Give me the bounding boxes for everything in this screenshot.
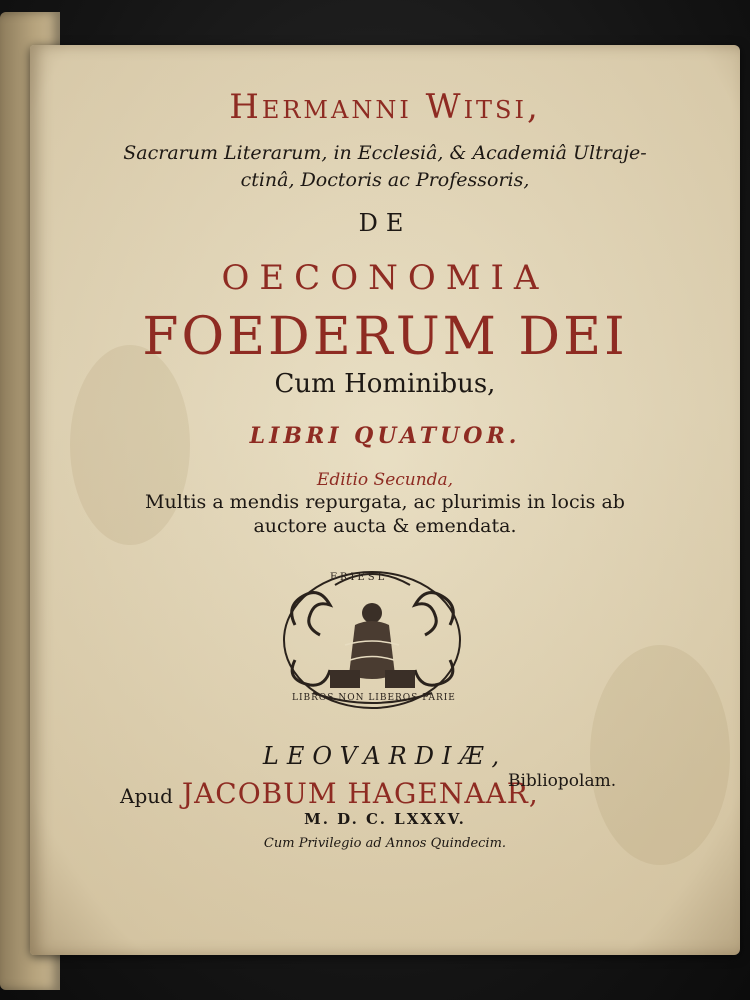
imprint-privilege: Cum Privilegio ad Annos Quindecim.	[263, 836, 507, 851]
edition-note-line-1: Multis a mendis repurgata, ac plurimis in locis ab	[145, 491, 625, 513]
title-page	[30, 45, 740, 955]
author-credentials-line-2: ctinâ, Doctoris ac Professoris,	[240, 169, 530, 191]
libri-quatuor: LIBRI QUATUOR.	[249, 423, 521, 449]
imprint-city: LEOVARDIÆ,	[262, 742, 508, 770]
emblem-top-motto: FRIESL	[330, 572, 388, 583]
editio-secunda: Editio Secunda,	[316, 470, 454, 490]
imprint-apud: Apud	[120, 784, 173, 808]
emblem-bottom-motto: LIBROS NON LIBEROS PARIE	[292, 693, 456, 703]
author-credentials-line-1: Sacrarum Literarum, in Ecclesiâ, & Academiâ Ultraje-	[123, 142, 647, 164]
title-foederum-dei: FOEDERUM DEI	[142, 307, 628, 367]
title-oeconomia: OECONOMIA	[221, 258, 549, 298]
imprint-printer-row	[120, 777, 539, 810]
author-name: Hermanni Witsi,	[229, 87, 541, 127]
title-de: DE	[358, 209, 412, 237]
imprint-printer: JACOBUM HAGENAAR,	[181, 777, 539, 810]
imprint-bibliopolam: Bibliopolam.	[508, 771, 617, 791]
imprint-year: M. D. C. LXXXV.	[304, 810, 466, 828]
title-cum-hominibus: Cum Hominibus,	[274, 369, 496, 399]
edition-note-line-2: auctore aucta & emendata.	[253, 515, 517, 537]
